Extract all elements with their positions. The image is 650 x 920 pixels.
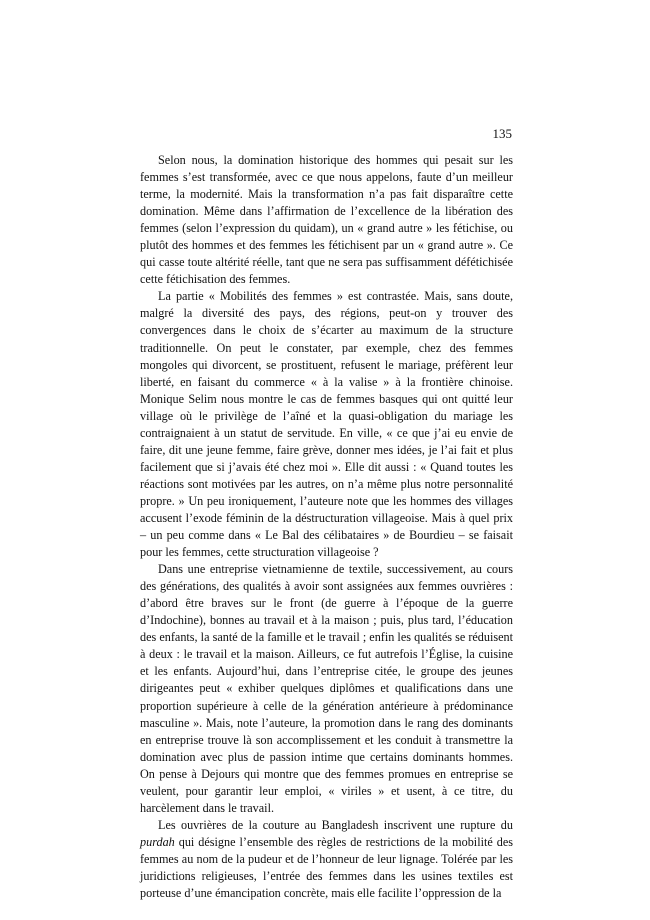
page-number: 135 (492, 126, 512, 141)
paragraph-2: La partie « Mobilités des femmes » est contrastée. Mais, sans doute, malgré la diversité des pays, des régions, peut-on y trouver des convergences dans le choix de s’écarter au maximum de la structure traditionnelle. On peut le constater, par exemple, chez des femmes mongoles qui divorcent, se prostituent, refusent le mariage, préfèrent leur liberté, en faisant du commerce « à la valise » à la frontière chinoise. Monique Selim nous montre le cas de femmes basques qui ont quitté leur village où le privilège de l’aîné et la quasi-obligation du mariage les contraignaient à un statut de servitude. En ville, « ce que j’ai eu envie de faire, dit une jeune femme, faire grève, donner mes idées, je l’ai fait et plus facilement que si j’avais été chez moi ». Elle dit aussi : « Quand toutes les réactions sont motivées par les autres, on n’a même plus notre personnalité propre. » Un peu ironiquement, l’auteure note que les hommes des villages accusent l’exode féminin de la déstructuration villageoise. Mais à quel prix – un peu comme dans « Le Bal des célibataires » de Bourdieu – se faisait pour les femmes, cette structuration villageoise ? (140, 289, 513, 560)
body-text (140, 152, 513, 902)
italic-term-purdah: purdah (140, 834, 175, 849)
paragraph-4-text-end: qui désigne l’ensemble des règles de restrictions de la mobilité des femmes au nom de la pudeur et de l’honneur de leur lignage. Tolérée par les juridictions religieuses, l’entrée des femmes dans les usines textiles est porteuse d’une émancipation concrète, mais elle facilite l’oppression de la (140, 834, 513, 901)
paragraph-1: Selon nous, la domination historique des hommes qui pesait sur les femmes s’est transformée, avec ce que nous appelons, faute d’un meilleur terme, la modernité. Mais la transformation n’a pas fait disparaître cette domination. Même dans l’affirmation de l’excellence de la libération des femmes (selon l’expression du quidam), un « grand autre » les fétichise, ou plutôt des hommes et des femmes les fétichisent par un « grand autre ». Ce qui casse toute altérité réelle, tant que ne sera pas suffisamment défétichisée cette fétichisation des femmes. (140, 153, 513, 287)
paragraph-4 (140, 817, 513, 902)
paragraph-4-text-start: Les ouvrières de la couture au Bangladesh inscrivent une rupture du (158, 817, 513, 832)
paragraph-3: Dans une entreprise vietnamienne de textile, successivement, au cours des générations, des qualités à avoir sont assignées aux femmes ouvrières : d’abord être braves sur le front (de guerre à l’époque de la guerre d’Indochine), bonnes au travail et à la maison ; puis, plus tard, l’éducation des enfants, la santé de la famille et le travail ; enfin les qualités se réduisent à deux : le travail et la maison. Ailleurs, ce fut autrefois l’Église, la cuisine et les enfants. Aujourd’hui, dans l’entreprise citée, le groupe des jeunes dirigeantes peut « exhiber quelques diplômes et qualifications dans une proportion supérieure à celle de la génération antérieure à prédominance masculine ». Mais, note l’auteure, la promotion dans le rang des dominants en entreprise trouve là son accomplissement et les conduit à transmettre la domination avec plus de passion intime que certains dominants hommes. On pense à Dejours qui montre que des femmes promues en entreprise se veulent, pour garantir leur emploi, « viriles » et usent, à ce titre, du harcèlement dans le travail. (140, 562, 513, 815)
